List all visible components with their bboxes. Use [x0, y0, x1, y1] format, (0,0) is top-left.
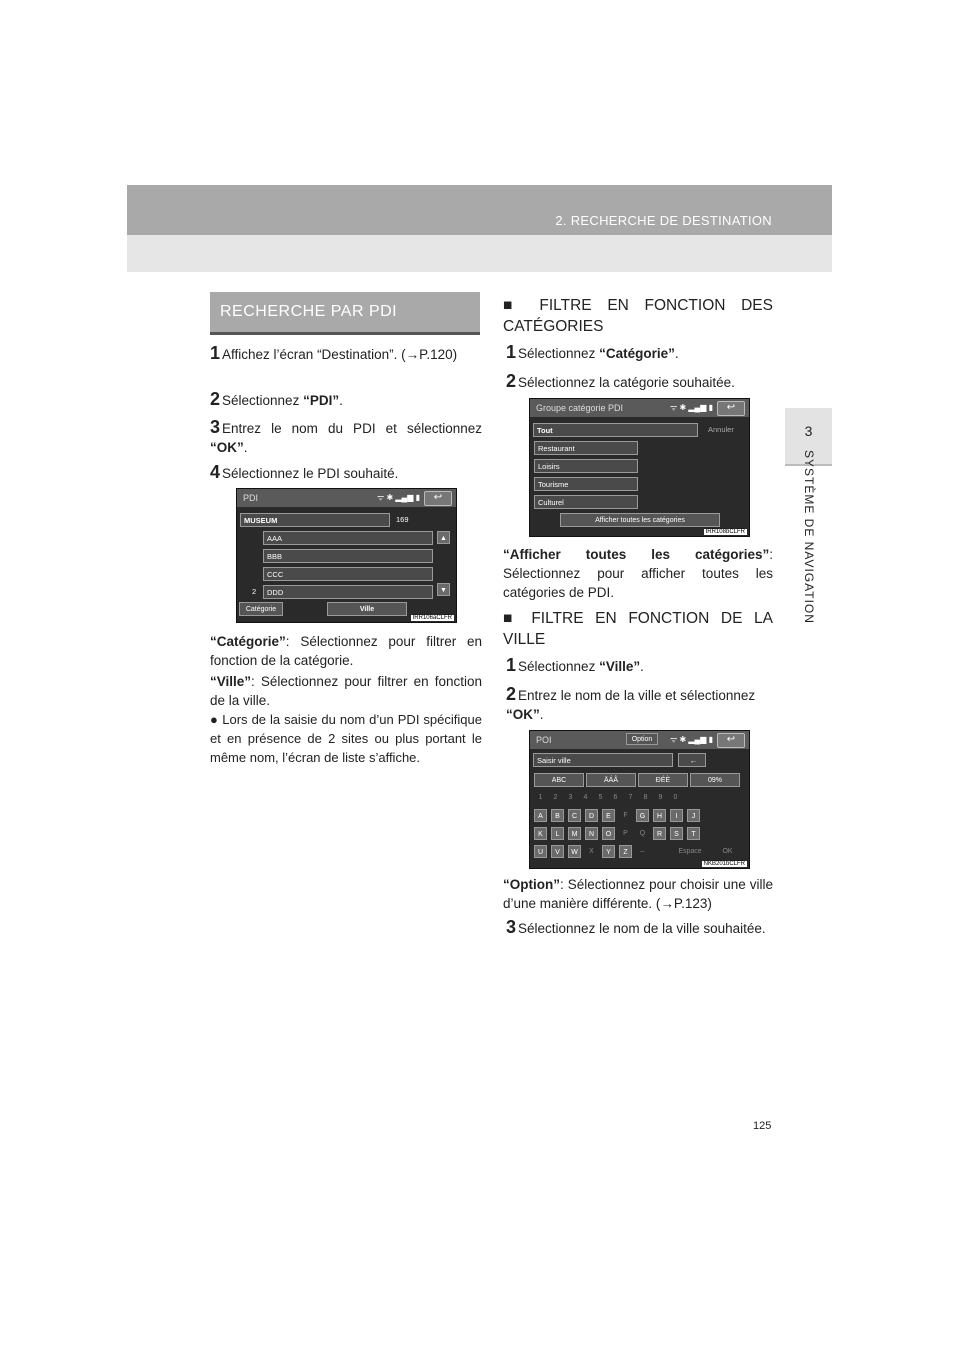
categorie-button[interactable]: Catégorie: [239, 602, 283, 616]
key-row3[interactable]: X: [589, 848, 594, 855]
screen-poi-list: [236, 488, 457, 623]
key-row1[interactable]: D: [585, 809, 598, 822]
back-button[interactable]: ↩: [424, 491, 452, 506]
step-1: 1 Affichez l’écran “Destination”. (→P.120): [210, 343, 458, 363]
key-row2[interactable]: O: [602, 827, 615, 840]
key-row3[interactable]: Y: [602, 845, 615, 858]
key-row2[interactable]: R: [653, 827, 666, 840]
scroll-up-button[interactable]: ▲: [437, 531, 450, 544]
screen-city-title-bar: [530, 731, 749, 749]
figure-code: IRR108bCLFR: [705, 529, 745, 535]
key-digits[interactable]: 5: [598, 794, 603, 801]
screen-city-input: [529, 730, 750, 869]
ville-button[interactable]: Ville: [327, 602, 407, 616]
signal-icon: ᯤ ✱ ▂▄▆ ▮: [669, 403, 713, 412]
tab-accents2[interactable]: ĐÉÈ: [638, 773, 688, 787]
key-row3[interactable]: U: [534, 845, 547, 858]
key-row2[interactable]: S: [670, 827, 683, 840]
espace-key[interactable]: Espace: [678, 848, 702, 855]
chapter-number: 3: [785, 408, 832, 464]
backspace-button[interactable]: ←: [678, 753, 706, 767]
step-4: 4 Sélectionnez le PDI souhaité.: [210, 462, 399, 482]
signal-icon: ᯤ ✱ ▂▄▆ ▮: [669, 735, 713, 744]
cat-step-1: 1 Sélectionnez “Catégorie”.: [506, 342, 679, 362]
back-button[interactable]: ↩: [717, 733, 745, 748]
tab-accents1[interactable]: ÄÁÂ: [586, 773, 636, 787]
figure-code: IRR106aCLFR: [412, 615, 452, 621]
key-row1[interactable]: J: [687, 809, 700, 822]
annuler-button[interactable]: Annuler: [708, 425, 734, 434]
key-row1[interactable]: A: [534, 809, 547, 822]
key-row3[interactable]: –: [640, 848, 645, 855]
ok-key[interactable]: OK: [722, 848, 733, 855]
key-digits[interactable]: 6: [613, 794, 618, 801]
key-row1[interactable]: I: [670, 809, 683, 822]
screen-category-group: [529, 398, 750, 537]
list-item[interactable]: CCC: [263, 567, 433, 581]
show-all-categories-button[interactable]: Afficher toutes les catégories: [560, 513, 720, 527]
option-button[interactable]: Option: [626, 733, 658, 745]
key-row1[interactable]: F: [623, 812, 628, 819]
search-field[interactable]: MUSEUM: [240, 513, 390, 527]
scroll-down-button[interactable]: ▼: [437, 583, 450, 596]
tout-item[interactable]: Tout: [533, 423, 698, 437]
category-item[interactable]: Tourisme: [534, 477, 638, 491]
back-button[interactable]: ↩: [717, 401, 745, 416]
desc-categorie: “Catégorie”: Sélectionnez pour filtrer en fonction de la catégorie.: [210, 634, 482, 668]
figure-code: NKB201bCLFR: [703, 861, 745, 867]
key-row1[interactable]: G: [636, 809, 649, 822]
key-row1[interactable]: C: [568, 809, 581, 822]
key-row2[interactable]: N: [585, 827, 598, 840]
page-number: 125: [753, 1120, 772, 1132]
result-count: 169: [396, 515, 409, 524]
screen-poi-title-bar: [237, 489, 456, 507]
ville-step-3: 3 Sélectionnez le nom de la ville souhaitée.: [506, 917, 766, 937]
key-digits[interactable]: 9: [658, 794, 663, 801]
step-2: 2 Sélectionnez “PDI”.: [210, 389, 343, 409]
key-row3[interactable]: W: [568, 845, 581, 858]
tab-abc[interactable]: ABC: [534, 773, 584, 787]
subheading-ville: ■ FILTRE EN FONCTION DE LA VILLE: [503, 610, 773, 648]
key-row2[interactable]: Q: [639, 830, 646, 837]
screen-category-title-bar: [530, 399, 749, 417]
list-item[interactable]: BBB: [263, 549, 433, 563]
running-header: [127, 185, 832, 235]
screen-category-title: Groupe catégorie PDI: [536, 403, 624, 413]
key-row2[interactable]: T: [687, 827, 700, 840]
section-title: RECHERCHE PAR PDI: [210, 292, 480, 332]
running-header-title: 2. RECHERCHE DE DESTINATION: [555, 213, 772, 228]
screen-poi-title: PDI: [243, 493, 259, 503]
key-row3[interactable]: Z: [619, 845, 632, 858]
list-item[interactable]: DDD: [263, 585, 433, 599]
screen-city-title: POI: [536, 735, 552, 745]
list-item[interactable]: AAA: [263, 531, 433, 545]
key-row1[interactable]: H: [653, 809, 666, 822]
key-digits[interactable]: 7: [628, 794, 633, 801]
chapter-side-title: SYSTÈME DE NAVIGATION: [802, 450, 816, 624]
bullet-note: ● Lors de la saisie du nom d’un PDI spécifique et en présence de 2 sites ou plus portant le même nom, l’écran de liste s’affiche.: [210, 712, 482, 765]
step-3: 3 Entrez le nom du PDI et sélectionnez “OK”.: [210, 417, 482, 455]
cat-step-2: 2 Sélectionnez la catégorie souhaitée.: [506, 371, 735, 391]
key-digits[interactable]: 3: [568, 794, 573, 801]
city-input[interactable]: Saisir ville: [533, 753, 673, 767]
ville-step-2: 2 Entrez le nom de la ville et sélectionnez “OK”.: [506, 684, 756, 722]
category-item[interactable]: Loisirs: [534, 459, 638, 473]
key-digits[interactable]: 0: [673, 794, 678, 801]
category-item[interactable]: Culturel: [534, 495, 638, 509]
ville-step-1: 1 Sélectionnez “Ville”.: [506, 655, 644, 675]
section-underline: [210, 332, 480, 335]
page-indicator: 2: [252, 587, 257, 596]
key-row3[interactable]: V: [551, 845, 564, 858]
tab-numbers[interactable]: 09%: [690, 773, 740, 787]
key-digits[interactable]: 8: [643, 794, 648, 801]
category-item[interactable]: Restaurant: [534, 441, 638, 455]
key-row2[interactable]: P: [623, 830, 628, 837]
signal-icon: ᯤ ✱ ▂▄▆ ▮: [376, 493, 420, 502]
key-row2[interactable]: M: [568, 827, 581, 840]
key-row1[interactable]: B: [551, 809, 564, 822]
key-row2[interactable]: L: [551, 827, 564, 840]
key-digits[interactable]: 2: [553, 794, 558, 801]
subheading-categories: ■ FILTRE EN FONCTION DES CATÉGORIES: [503, 297, 773, 335]
key-row2[interactable]: K: [534, 827, 547, 840]
key-row1[interactable]: E: [602, 809, 615, 822]
header-band: [127, 235, 832, 272]
desc-option: “Option”: Sélectionnez pour choisir une ville d’une manière différente. (→P.123): [503, 877, 773, 911]
desc-ville: “Ville”: Sélectionnez pour filtrer en fonction de la ville.: [210, 674, 482, 708]
key-digits[interactable]: 1: [538, 794, 543, 801]
key-digits[interactable]: 4: [583, 794, 588, 801]
desc-show-all: “Afficher toutes les catégories”: Sélectionnez pour afficher toutes les catégories de PDI.: [503, 547, 773, 600]
